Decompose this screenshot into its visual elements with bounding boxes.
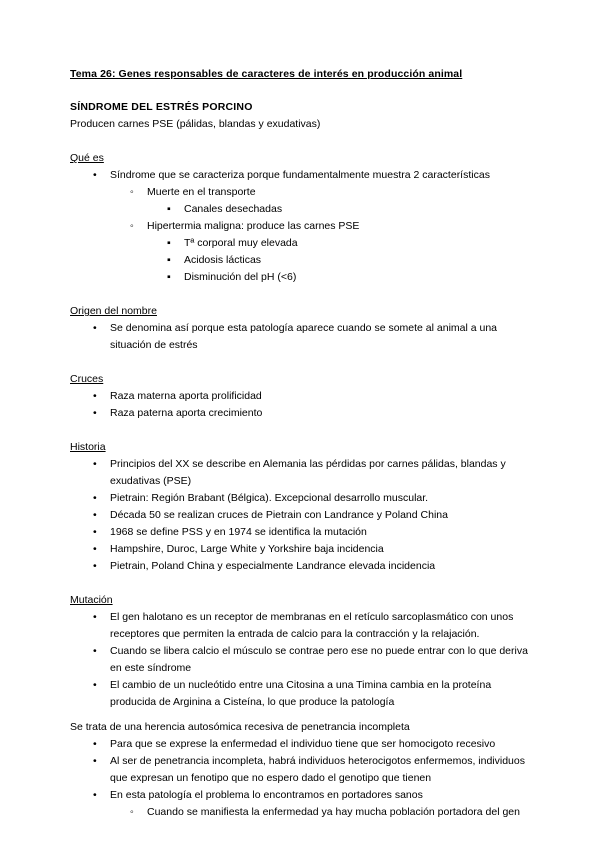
bullet-circle-icon — [130, 218, 134, 235]
bullet-square-icon — [167, 252, 171, 269]
list-item — [70, 201, 530, 218]
bullet-disc-icon — [93, 609, 97, 626]
list-herencia — [70, 736, 530, 821]
list-item — [70, 456, 530, 490]
spacer — [70, 354, 530, 371]
list-item — [70, 269, 530, 286]
bullet-disc-icon — [93, 524, 97, 541]
bullet-disc-icon — [93, 320, 97, 337]
list-item — [70, 524, 530, 541]
list-item — [70, 388, 530, 405]
list-item — [70, 736, 530, 753]
list-item-text: Hampshire, Duroc, Large White y Yorkshire baja incidencia — [110, 543, 384, 555]
list-item-text: Raza paterna aporta crecimiento — [110, 407, 263, 419]
list-item-text: Canales desechadas — [184, 203, 283, 215]
list-item — [70, 753, 530, 787]
bullet-disc-icon — [93, 456, 97, 473]
list-item-text: El gen halotano es un receptor de membranas en el retículo sarcoplasmático con unos receptores que permiten la entrada de calcio para la contracción y la relajación. — [110, 611, 514, 640]
bullet-disc-icon — [93, 388, 97, 405]
list-cruces — [70, 388, 530, 422]
document-intro-line: Producen carnes PSE (pálidas, blandas y exudativas) — [70, 118, 321, 130]
list-item-text: Tª corporal muy elevada — [184, 237, 298, 249]
list-item-text: En esta patología el problema lo encontramos en portadores sanos — [110, 789, 423, 801]
list-item-text: Acidosis lácticas — [184, 254, 262, 266]
document-subtitle: SÍNDROME DEL ESTRÉS PORCINO — [70, 101, 253, 113]
bullet-square-icon — [167, 201, 171, 218]
list-item-text: Raza materna aporta prolificidad — [110, 390, 262, 402]
list-item — [70, 184, 530, 201]
list-item — [70, 643, 530, 677]
list-item-text: Pietrain: Región Brabant (Bélgica). Excepcional desarrollo muscular. — [110, 492, 429, 504]
list-historia — [70, 456, 530, 575]
list-item — [70, 541, 530, 558]
list-item — [70, 609, 530, 643]
bullet-disc-icon — [93, 490, 97, 507]
bullet-disc-icon — [93, 405, 97, 422]
list-item-text: Disminución del pH (<6) — [184, 271, 297, 283]
section-heading-origen-del-nombre: Origen del nombre — [70, 305, 157, 317]
herencia-lead-text: Se trata de una herencia autosómica recesiva de penetrancia incompleta — [70, 721, 410, 733]
bullet-disc-icon — [93, 643, 97, 660]
section-heading-mutacion: Mutación — [70, 594, 113, 606]
list-item-text: Década 50 se realizan cruces de Pietrain con Landrance y Poland China — [110, 509, 448, 521]
list-item — [70, 320, 530, 354]
list-item-text: Pietrain, Poland China y especialmente Landrance elevada incidencia — [110, 560, 436, 572]
spacer — [70, 133, 530, 150]
list-item — [70, 558, 530, 575]
bullet-circle-icon — [130, 184, 134, 201]
list-item — [70, 490, 530, 507]
section-heading-que-es: Qué es — [70, 152, 104, 164]
list-item-text: Se denomina así porque esta patología aparece cuando se somete al animal a una situación de estrés — [110, 322, 498, 351]
list-que-es — [70, 167, 530, 286]
page-title: Tema 26: Genes responsables de caracteres de interés en producción animal — [70, 68, 463, 80]
list-item-text: Al ser de penetrancia incompleta, habrá individuos heterocigotos enfermemos, individuos que expresan un fenotipo que no espero dado el genotipo que tienen — [110, 755, 525, 784]
section-heading-cruces: Cruces — [70, 373, 104, 385]
spacer — [70, 711, 530, 719]
list-item — [70, 252, 530, 269]
bullet-square-icon — [167, 235, 171, 252]
bullet-disc-icon — [93, 167, 97, 184]
list-item-text: Cuando se libera calcio el músculo se contrae pero ese no puede entrar con lo que deriva en este síndrome — [110, 645, 528, 674]
list-item-text: El cambio de un nucleótido entre una Citosina a una Timina cambia en la proteína producida de Arginina a Cisteína, lo que produce la patología — [110, 679, 492, 708]
list-origen-del-nombre — [70, 320, 530, 354]
list-item — [70, 787, 530, 804]
bullet-square-icon — [167, 269, 171, 286]
list-item-text: Síndrome que se caracteriza porque fundamentalmente muestra 2 características — [110, 169, 490, 181]
list-item-text: Principios del XX se describe en Alemania las pérdidas por carnes pálidas, blandas y exudativas (PSE) — [110, 458, 506, 487]
list-item-text: 1968 se define PSS y en 1974 se identifica la mutación — [110, 526, 367, 538]
bullet-disc-icon — [93, 677, 97, 694]
bullet-disc-icon — [93, 736, 97, 753]
bullet-disc-icon — [93, 507, 97, 524]
bullet-disc-icon — [93, 787, 97, 804]
list-item-text: Cuando se manifiesta la enfermedad ya hay mucha población portadora del gen — [147, 806, 520, 818]
bullet-disc-icon — [93, 558, 97, 575]
bullet-disc-icon — [93, 541, 97, 558]
list-item-text: Hipertermia maligna: produce las carnes PSE — [147, 220, 360, 232]
list-mutacion — [70, 609, 530, 711]
list-item — [70, 804, 530, 821]
list-item — [70, 677, 530, 711]
list-item — [70, 167, 530, 184]
spacer — [70, 422, 530, 439]
bullet-disc-icon — [93, 753, 97, 770]
section-heading-historia: Historia — [70, 441, 106, 453]
list-item — [70, 235, 530, 252]
list-item-text: Para que se exprese la enfermedad el individuo tiene que ser homocigoto recesivo — [110, 738, 496, 750]
spacer — [70, 575, 530, 592]
list-item-text: Muerte en el transporte — [147, 186, 256, 198]
list-item — [70, 507, 530, 524]
list-item — [70, 218, 530, 235]
list-item — [70, 405, 530, 422]
spacer — [70, 286, 530, 303]
bullet-circle-icon — [130, 804, 134, 821]
